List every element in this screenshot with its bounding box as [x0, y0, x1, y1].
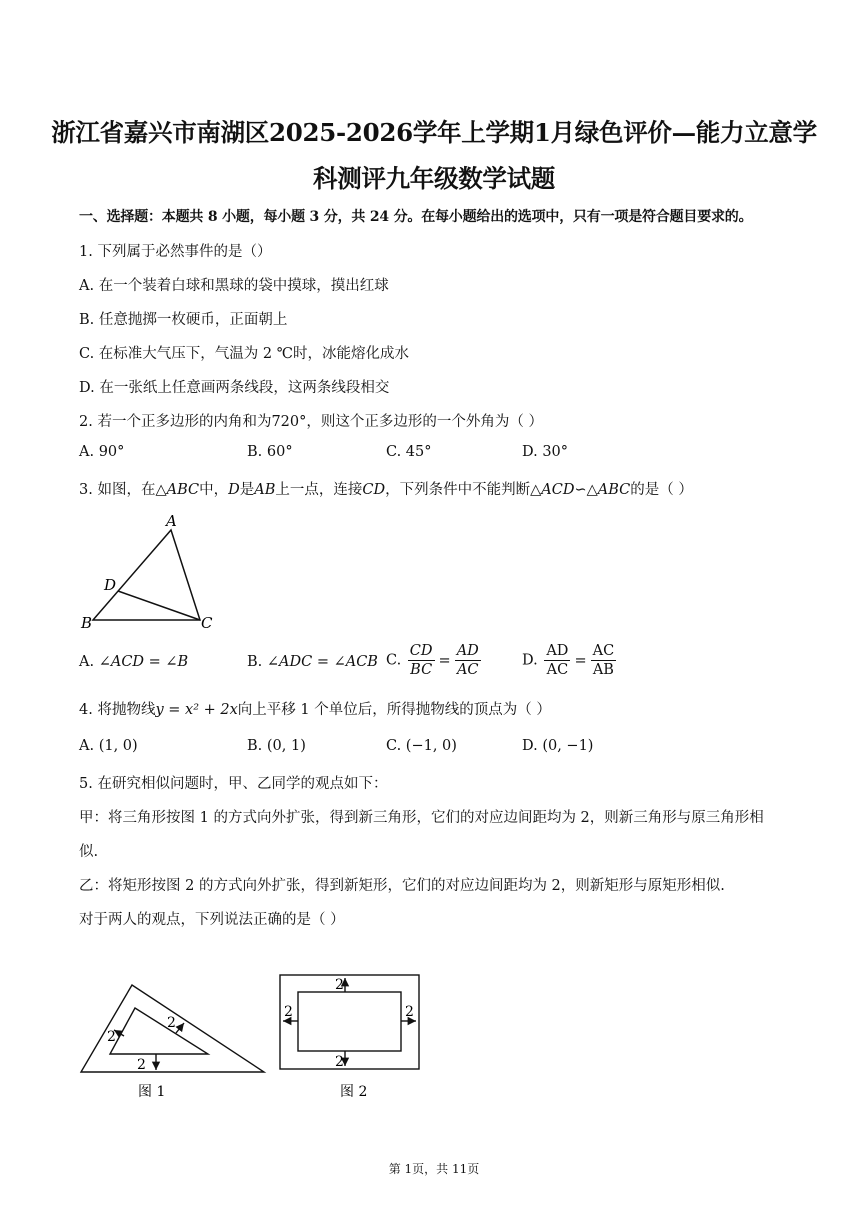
q3-stem-part4: 上一点，连接: [275, 482, 363, 498]
q3-stem-part2: 中，: [199, 482, 229, 498]
q5-figure2: [278, 970, 428, 1100]
q3-stem-part6: 的是（ ）: [630, 482, 693, 498]
q2-option-c: C. 45°: [386, 444, 432, 460]
label-d: D: [104, 576, 117, 594]
fig1-label-left: 2: [107, 1029, 116, 1045]
q4-formula: y = x² + 2x: [155, 702, 238, 718]
q2-stem-part2: ，则这个正多边形的一个外角为（ ）: [306, 414, 543, 430]
q3-option-d-label: D.: [522, 652, 538, 669]
q2-stem: [79, 410, 543, 431]
segment-cd-line: [118, 591, 200, 620]
section-heading: 一、选择题：本题共 8 小题，每小题 3 分，共 24 分。在每小题给出的选项中，只有一项是符合题目要求的。: [79, 209, 753, 225]
arrow-right-side: [176, 1023, 184, 1033]
q5-jia-line2: 似.: [79, 844, 99, 860]
q3-option-b-math: ∠ADC = ∠ACB: [266, 654, 378, 670]
q1-option-c: C. 在标准大气压下，气温为 2 ℃时，冰能熔化成水: [79, 346, 409, 362]
q5-jia-line1: 甲：将三角形按图 1 的方式向外扩张，得到新三角形，它们的对应边间距均为 2，则新三角形与原三角形相: [79, 810, 764, 826]
q3-option-b-label: B.: [247, 654, 263, 670]
inner-rectangle: [298, 992, 401, 1051]
fraction-numerator: AD: [546, 643, 569, 659]
q4-stem: [79, 698, 551, 719]
equals-sign: =: [574, 652, 587, 669]
q3-option-c-fraction2: [455, 642, 481, 679]
q3-option-d-fraction1: [544, 642, 570, 679]
fig2-label-bottom: 2: [335, 1054, 344, 1070]
q4-option-a: A. (1, 0): [79, 738, 138, 754]
q3-option-a-label: A.: [79, 654, 95, 670]
q3-stem-part5: ，下列条件中不能判断: [385, 482, 531, 498]
q3-stem-part3: 是: [239, 482, 255, 498]
q5-question: 对于两人的观点，下列说法正确的是（ ）: [79, 912, 345, 928]
exam-title-line1: 浙江省嘉兴市南湖区2025-2026学年上学期1月绿色评价—能力立意学: [51, 118, 817, 147]
label-b: B: [81, 614, 93, 632]
q3-option-c-label: C.: [386, 652, 402, 669]
q1-option-b: B. 任意抛掷一枚硬币，正面朝上: [79, 312, 288, 328]
q4-option-b: B. (0, 1): [247, 738, 306, 754]
q4-option-c: C. (−1, 0): [386, 738, 457, 754]
q5-stem: 5. 在研究相似问题时，甲、乙同学的观点如下：: [79, 776, 388, 792]
fig2-caption: 图 2: [340, 1084, 368, 1100]
fraction-numerator: AD: [456, 643, 479, 659]
q4-stem-part2: 向上平移 1 个单位后，所得抛物线的顶点为（ ）: [237, 702, 551, 718]
fraction-numerator: AC: [592, 643, 615, 659]
fraction-denominator: BC: [410, 662, 433, 678]
q5-figure1: [78, 975, 268, 1100]
q3-segment-ab: AB: [254, 482, 276, 498]
fraction-numerator: CD: [409, 643, 433, 659]
fig2-label-right: 2: [405, 1004, 414, 1020]
q4-stem-part1: 4. 将抛物线: [79, 702, 156, 718]
q3-triangle-figure: [78, 510, 228, 635]
q3-stem-part1: 3. 如图，在: [79, 482, 156, 498]
q3-option-d-fraction2: [591, 642, 617, 679]
exam-title-line2: 科测评九年级数学试题: [313, 164, 555, 193]
q3-segment-cd: CD: [362, 482, 386, 498]
q1-option-d: D. 在一张纸上任意画两条线段，这两条线段相交: [79, 380, 390, 396]
q3-similarity: △ACD∽△ABC: [530, 482, 631, 498]
q3-option-c-fraction1: [408, 642, 435, 679]
fig1-label-bottom: 2: [137, 1057, 146, 1073]
fraction-denominator: AC: [546, 662, 569, 678]
q3-triangle-abc: △ABC: [155, 482, 200, 498]
fig2-label-left: 2: [284, 1004, 293, 1020]
q3-option-a: [79, 654, 188, 670]
label-a: A: [166, 512, 177, 530]
q2-angle: 720°: [271, 414, 307, 430]
q2-stem-part1: 2. 若一个正多边形的内角和为: [79, 414, 272, 430]
q4-option-d: D. (0, −1): [522, 738, 594, 754]
q5-yi-statement: 乙：将矩形按图 2 的方式向外扩张，得到新矩形，它们的对应边间距均为 2，则新矩形与原矩形相似.: [79, 878, 725, 894]
q2-option-b: B. 60°: [247, 444, 293, 460]
fig2-label-top: 2: [335, 977, 344, 993]
q1-option-a: A. 在一个装着白球和黑球的袋中摸球，摸出红球: [79, 278, 389, 294]
fraction-denominator: AC: [456, 662, 479, 678]
q1-stem: 1. 下列属于必然事件的是（）: [79, 244, 272, 260]
q3-stem: [79, 478, 693, 499]
page-footer: 第 1页，共 11页: [388, 1162, 480, 1176]
q3-option-b: [247, 654, 378, 670]
label-c: C: [201, 614, 213, 632]
q3-option-a-math: ∠ACD = ∠B: [98, 654, 189, 670]
q3-option-c: [386, 642, 483, 679]
fig1-label-right: 2: [167, 1015, 176, 1031]
q2-option-a: A. 90°: [79, 444, 125, 460]
q3-option-d: [522, 642, 618, 679]
fig1-caption: 图 1: [138, 1084, 166, 1100]
fraction-denominator: AB: [592, 662, 614, 678]
inner-triangle: [110, 1008, 208, 1054]
triangle-abc-shape: [93, 530, 200, 620]
equals-sign: =: [438, 652, 451, 669]
q3-point-d: D: [228, 482, 240, 498]
outer-rectangle: [280, 975, 419, 1069]
q2-option-d: D. 30°: [522, 444, 569, 460]
